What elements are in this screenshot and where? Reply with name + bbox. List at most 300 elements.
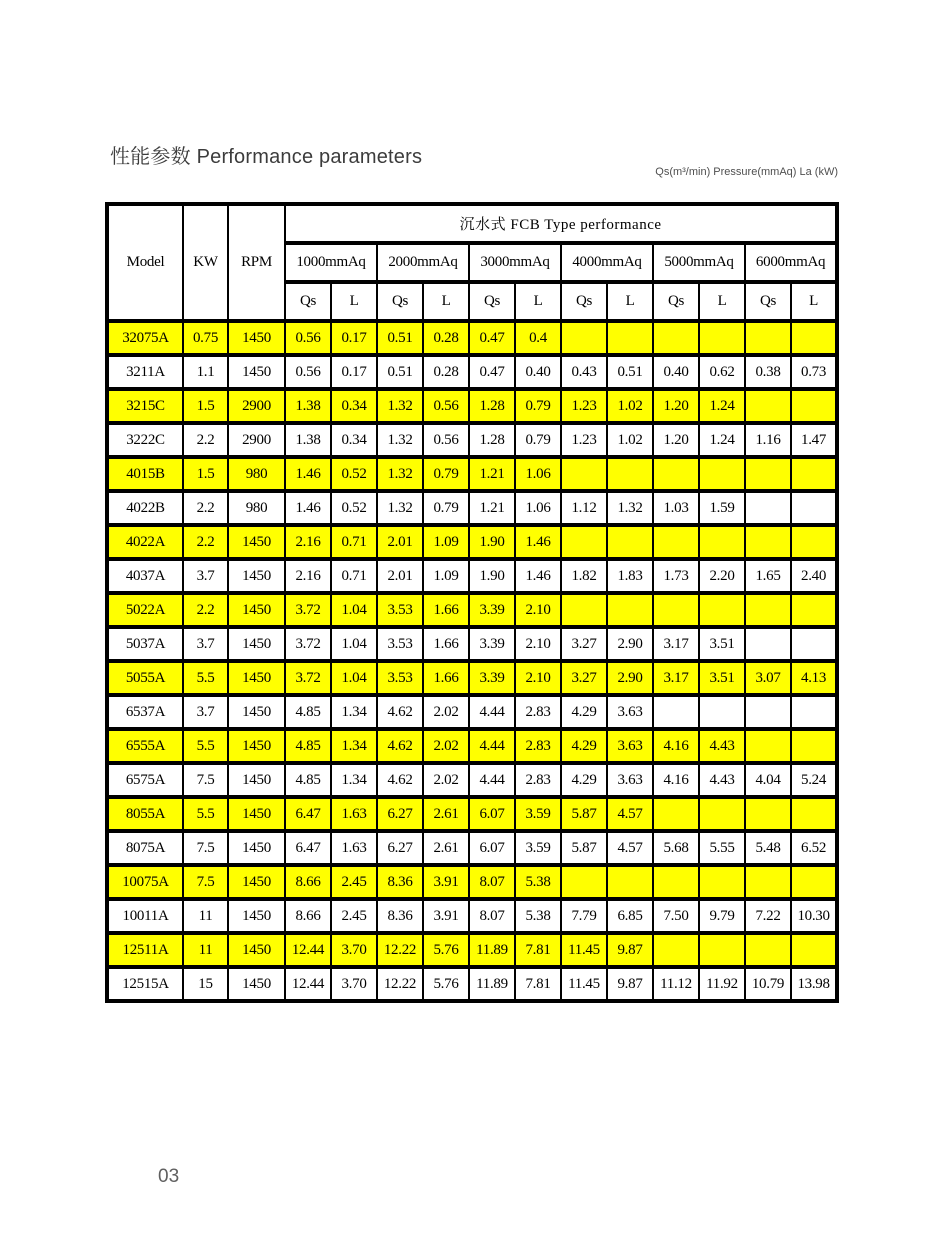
value-cell: 1.04 xyxy=(331,593,377,627)
value-cell: 3.17 xyxy=(653,627,699,661)
value-cell xyxy=(791,593,837,627)
value-cell xyxy=(653,593,699,627)
value-cell xyxy=(653,797,699,831)
value-cell: 2.01 xyxy=(377,559,423,593)
rpm-cell: 1450 xyxy=(228,321,285,355)
value-cell xyxy=(791,933,837,967)
value-cell xyxy=(561,865,607,899)
value-cell: 3.39 xyxy=(469,627,515,661)
value-cell: 5.38 xyxy=(515,865,561,899)
model-cell: 12515A xyxy=(107,967,183,1001)
value-cell: 4.57 xyxy=(607,797,653,831)
subheader-qs-4000mmaq: Qs xyxy=(561,282,607,321)
value-cell xyxy=(791,695,837,729)
model-cell: 4022A xyxy=(107,525,183,559)
value-cell xyxy=(607,865,653,899)
value-cell: 4.44 xyxy=(469,763,515,797)
value-cell: 5.68 xyxy=(653,831,699,865)
value-cell xyxy=(561,525,607,559)
value-cell: 2.02 xyxy=(423,729,469,763)
page-title-chinese: 性能参数 xyxy=(110,146,191,168)
kw-cell: 2.2 xyxy=(183,525,228,559)
value-cell xyxy=(699,933,745,967)
value-cell: 6.27 xyxy=(377,797,423,831)
value-cell: 3.63 xyxy=(607,763,653,797)
table-body xyxy=(107,321,837,1001)
value-cell: 3.70 xyxy=(331,967,377,1001)
pressure-header-5000mmAq: 5000mmAq xyxy=(653,243,745,282)
value-cell: 2.83 xyxy=(515,695,561,729)
model-cell: 3215C xyxy=(107,389,183,423)
value-cell: 2.02 xyxy=(423,695,469,729)
value-cell: 0.34 xyxy=(331,389,377,423)
value-cell: 11.92 xyxy=(699,967,745,1001)
value-cell xyxy=(745,729,791,763)
value-cell: 2.10 xyxy=(515,627,561,661)
value-cell: 1.32 xyxy=(377,423,423,457)
kw-cell: 11 xyxy=(183,933,228,967)
value-cell xyxy=(745,593,791,627)
value-cell: 2.02 xyxy=(423,763,469,797)
value-cell: 1.28 xyxy=(469,423,515,457)
value-cell xyxy=(791,525,837,559)
value-cell: 7.81 xyxy=(515,967,561,1001)
value-cell: 0.47 xyxy=(469,355,515,389)
rpm-cell: 2900 xyxy=(228,423,285,457)
value-cell: 1.82 xyxy=(561,559,607,593)
value-cell: 1.06 xyxy=(515,457,561,491)
value-cell: 0.56 xyxy=(285,321,331,355)
rpm-cell: 1450 xyxy=(228,525,285,559)
value-cell xyxy=(653,321,699,355)
value-cell: 1.02 xyxy=(607,389,653,423)
rpm-cell: 980 xyxy=(228,457,285,491)
value-cell xyxy=(699,321,745,355)
table-row-3211A xyxy=(107,355,837,389)
kw-cell: 7.5 xyxy=(183,865,228,899)
value-cell xyxy=(561,593,607,627)
value-cell: 4.16 xyxy=(653,729,699,763)
value-cell: 1.24 xyxy=(699,423,745,457)
kw-cell: 0.75 xyxy=(183,321,228,355)
value-cell: 3.72 xyxy=(285,661,331,695)
kw-cell: 2.2 xyxy=(183,423,228,457)
value-cell: 4.44 xyxy=(469,729,515,763)
kw-cell: 5.5 xyxy=(183,729,228,763)
value-cell: 1.83 xyxy=(607,559,653,593)
value-cell: 0.79 xyxy=(515,423,561,457)
value-cell: 2.16 xyxy=(285,525,331,559)
value-cell: 8.66 xyxy=(285,865,331,899)
value-cell xyxy=(653,695,699,729)
value-cell xyxy=(791,797,837,831)
value-cell xyxy=(791,627,837,661)
table-row-12515A xyxy=(107,967,837,1001)
value-cell: 1.34 xyxy=(331,695,377,729)
rpm-cell: 1450 xyxy=(228,899,285,933)
value-cell: 8.07 xyxy=(469,865,515,899)
value-cell: 3.27 xyxy=(561,627,607,661)
value-cell: 3.59 xyxy=(515,797,561,831)
value-cell: 1.16 xyxy=(745,423,791,457)
value-cell: 2.10 xyxy=(515,593,561,627)
subheader-l-4000mmaq: L xyxy=(607,282,653,321)
value-cell: 2.83 xyxy=(515,763,561,797)
subheader-l-5000mmaq: L xyxy=(699,282,745,321)
value-cell xyxy=(607,321,653,355)
value-cell: 0.71 xyxy=(331,559,377,593)
table-row-6555A xyxy=(107,729,837,763)
value-cell: 0.79 xyxy=(423,457,469,491)
value-cell: 2.90 xyxy=(607,627,653,661)
value-cell: 4.57 xyxy=(607,831,653,865)
value-cell: 1.90 xyxy=(469,559,515,593)
value-cell: 12.44 xyxy=(285,933,331,967)
value-cell: 5.38 xyxy=(515,899,561,933)
value-cell: 1.06 xyxy=(515,491,561,525)
value-cell xyxy=(607,525,653,559)
rpm-cell: 1450 xyxy=(228,355,285,389)
value-cell: 4.43 xyxy=(699,729,745,763)
value-cell: 4.85 xyxy=(285,729,331,763)
col-header-model: Model xyxy=(107,204,183,321)
kw-cell: 3.7 xyxy=(183,695,228,729)
value-cell: 0.56 xyxy=(423,423,469,457)
value-cell: 5.24 xyxy=(791,763,837,797)
model-cell: 4015B xyxy=(107,457,183,491)
subheader-l-2000mmaq: L xyxy=(423,282,469,321)
value-cell: 0.56 xyxy=(285,355,331,389)
page-title xyxy=(110,140,422,169)
value-cell: 1.66 xyxy=(423,593,469,627)
kw-cell: 3.7 xyxy=(183,559,228,593)
value-cell: 1.24 xyxy=(699,389,745,423)
value-cell: 1.46 xyxy=(515,525,561,559)
subheader-l-6000mmaq: L xyxy=(791,282,837,321)
model-cell: 10011A xyxy=(107,899,183,933)
value-cell: 1.09 xyxy=(423,559,469,593)
value-cell: 0.52 xyxy=(331,491,377,525)
value-cell: 7.50 xyxy=(653,899,699,933)
table-row-8055A xyxy=(107,797,837,831)
value-cell xyxy=(653,457,699,491)
value-cell: 4.43 xyxy=(699,763,745,797)
value-cell: 1.04 xyxy=(331,627,377,661)
value-cell: 11.45 xyxy=(561,967,607,1001)
rpm-cell: 1450 xyxy=(228,831,285,865)
value-cell: 3.72 xyxy=(285,593,331,627)
rpm-cell: 1450 xyxy=(228,763,285,797)
table-row-10011A xyxy=(107,899,837,933)
value-cell: 12.44 xyxy=(285,967,331,1001)
value-cell: 1.12 xyxy=(561,491,607,525)
model-cell: 6575A xyxy=(107,763,183,797)
value-cell: 1.66 xyxy=(423,661,469,695)
value-cell xyxy=(699,525,745,559)
value-cell xyxy=(745,491,791,525)
value-cell: 5.87 xyxy=(561,797,607,831)
model-cell: 10075A xyxy=(107,865,183,899)
value-cell xyxy=(745,627,791,661)
value-cell: 1.32 xyxy=(377,389,423,423)
value-cell: 6.27 xyxy=(377,831,423,865)
rpm-cell: 1450 xyxy=(228,695,285,729)
table-row-12511A xyxy=(107,933,837,967)
value-cell: 6.47 xyxy=(285,831,331,865)
value-cell: 3.91 xyxy=(423,899,469,933)
value-cell: 3.51 xyxy=(699,661,745,695)
kw-cell: 7.5 xyxy=(183,763,228,797)
pressure-header-4000mmAq: 4000mmAq xyxy=(561,243,653,282)
table-row-32075A xyxy=(107,321,837,355)
pressure-header-2000mmAq: 2000mmAq xyxy=(377,243,469,282)
value-cell: 9.87 xyxy=(607,933,653,967)
value-cell: 12.22 xyxy=(377,967,423,1001)
value-cell: 4.29 xyxy=(561,729,607,763)
value-cell: 3.59 xyxy=(515,831,561,865)
pressure-header-3000mmAq: 3000mmAq xyxy=(469,243,561,282)
value-cell: 1.34 xyxy=(331,763,377,797)
value-cell: 5.76 xyxy=(423,933,469,967)
value-cell: 0.28 xyxy=(423,321,469,355)
model-cell: 6555A xyxy=(107,729,183,763)
table-row-6575A xyxy=(107,763,837,797)
value-cell: 8.36 xyxy=(377,899,423,933)
rpm-cell: 1450 xyxy=(228,593,285,627)
value-cell xyxy=(699,695,745,729)
fcb-type-span-header: 沉水式 FCB Type performance xyxy=(285,204,837,243)
value-cell: 0.62 xyxy=(699,355,745,389)
value-cell: 8.36 xyxy=(377,865,423,899)
value-cell: 3.53 xyxy=(377,593,423,627)
value-cell: 4.62 xyxy=(377,763,423,797)
value-cell: 1.20 xyxy=(653,423,699,457)
kw-cell: 1.5 xyxy=(183,457,228,491)
value-cell: 1.47 xyxy=(791,423,837,457)
model-cell: 5037A xyxy=(107,627,183,661)
value-cell: 0.17 xyxy=(331,321,377,355)
value-cell: 2.45 xyxy=(331,899,377,933)
value-cell xyxy=(791,457,837,491)
value-cell: 4.85 xyxy=(285,695,331,729)
value-cell: 4.29 xyxy=(561,695,607,729)
value-cell: 1.23 xyxy=(561,423,607,457)
value-cell: 2.83 xyxy=(515,729,561,763)
page-title-english: Performance parameters xyxy=(196,146,423,168)
value-cell: 1.38 xyxy=(285,389,331,423)
value-cell: 5.48 xyxy=(745,831,791,865)
value-cell: 2.10 xyxy=(515,661,561,695)
value-cell: 0.51 xyxy=(377,321,423,355)
rpm-cell: 1450 xyxy=(228,729,285,763)
value-cell: 6.07 xyxy=(469,831,515,865)
value-cell: 0.34 xyxy=(331,423,377,457)
value-cell: 4.29 xyxy=(561,763,607,797)
model-cell: 4022B xyxy=(107,491,183,525)
value-cell: 0.51 xyxy=(607,355,653,389)
value-cell: 1.59 xyxy=(699,491,745,525)
subheader-qs-1000mmaq: Qs xyxy=(285,282,331,321)
value-cell: 1.03 xyxy=(653,491,699,525)
value-cell xyxy=(745,389,791,423)
kw-cell: 7.5 xyxy=(183,831,228,865)
rpm-cell: 1450 xyxy=(228,797,285,831)
value-cell xyxy=(699,593,745,627)
value-cell: 4.62 xyxy=(377,729,423,763)
value-cell: 2.45 xyxy=(331,865,377,899)
value-cell: 1.65 xyxy=(745,559,791,593)
kw-cell: 2.2 xyxy=(183,593,228,627)
table-header xyxy=(107,204,837,321)
value-cell: 0.79 xyxy=(423,491,469,525)
kw-cell: 1.5 xyxy=(183,389,228,423)
value-cell xyxy=(745,525,791,559)
value-cell: 1.38 xyxy=(285,423,331,457)
value-cell: 1.32 xyxy=(377,491,423,525)
value-cell: 6.52 xyxy=(791,831,837,865)
subheader-qs-2000mmaq: Qs xyxy=(377,282,423,321)
value-cell: 0.40 xyxy=(515,355,561,389)
model-cell: 4037A xyxy=(107,559,183,593)
table-row-5037A xyxy=(107,627,837,661)
value-cell: 3.07 xyxy=(745,661,791,695)
value-cell: 3.91 xyxy=(423,865,469,899)
model-cell: 5055A xyxy=(107,661,183,695)
value-cell: 10.79 xyxy=(745,967,791,1001)
value-cell xyxy=(745,321,791,355)
value-cell: 12.22 xyxy=(377,933,423,967)
value-cell: 4.62 xyxy=(377,695,423,729)
kw-cell: 5.5 xyxy=(183,797,228,831)
value-cell: 1.63 xyxy=(331,797,377,831)
value-cell: 1.09 xyxy=(423,525,469,559)
value-cell: 8.66 xyxy=(285,899,331,933)
value-cell: 1.46 xyxy=(515,559,561,593)
value-cell: 11.89 xyxy=(469,933,515,967)
value-cell: 0.51 xyxy=(377,355,423,389)
value-cell: 6.47 xyxy=(285,797,331,831)
value-cell: 0.40 xyxy=(653,355,699,389)
value-cell xyxy=(699,865,745,899)
value-cell: 6.07 xyxy=(469,797,515,831)
table-row-8075A xyxy=(107,831,837,865)
value-cell: 4.85 xyxy=(285,763,331,797)
value-cell: 1.21 xyxy=(469,457,515,491)
table-row-4015B xyxy=(107,457,837,491)
rpm-cell: 1450 xyxy=(228,559,285,593)
value-cell xyxy=(561,457,607,491)
value-cell xyxy=(699,797,745,831)
value-cell xyxy=(745,695,791,729)
col-header-kw: KW xyxy=(183,204,228,321)
subheader-qs-5000mmaq: Qs xyxy=(653,282,699,321)
value-cell xyxy=(653,525,699,559)
value-cell: 8.07 xyxy=(469,899,515,933)
subheader-qs-6000mmaq: Qs xyxy=(745,282,791,321)
value-cell: 3.63 xyxy=(607,729,653,763)
kw-cell: 5.5 xyxy=(183,661,228,695)
table-row-4037A xyxy=(107,559,837,593)
value-cell: 7.81 xyxy=(515,933,561,967)
value-cell xyxy=(745,797,791,831)
header-row-1 xyxy=(107,204,837,243)
model-cell: 32075A xyxy=(107,321,183,355)
value-cell: 2.90 xyxy=(607,661,653,695)
value-cell xyxy=(607,457,653,491)
model-cell: 3222C xyxy=(107,423,183,457)
value-cell: 7.79 xyxy=(561,899,607,933)
value-cell: 0.79 xyxy=(515,389,561,423)
value-cell: 2.61 xyxy=(423,831,469,865)
subheader-l-1000mmaq: L xyxy=(331,282,377,321)
value-cell: 1.63 xyxy=(331,831,377,865)
value-cell: 0.71 xyxy=(331,525,377,559)
model-cell: 5022A xyxy=(107,593,183,627)
rpm-cell: 1450 xyxy=(228,661,285,695)
value-cell: 11.45 xyxy=(561,933,607,967)
kw-cell: 11 xyxy=(183,899,228,933)
model-cell: 8055A xyxy=(107,797,183,831)
pressure-header-6000mmAq: 6000mmAq xyxy=(745,243,837,282)
value-cell: 1.32 xyxy=(377,457,423,491)
table-row-5022A xyxy=(107,593,837,627)
value-cell xyxy=(791,389,837,423)
model-cell: 3211A xyxy=(107,355,183,389)
subheader-qs-3000mmaq: Qs xyxy=(469,282,515,321)
value-cell: 3.53 xyxy=(377,627,423,661)
value-cell: 0.17 xyxy=(331,355,377,389)
model-cell: 6537A xyxy=(107,695,183,729)
value-cell: 11.89 xyxy=(469,967,515,1001)
value-cell xyxy=(699,457,745,491)
performance-table xyxy=(105,202,839,1003)
value-cell: 4.16 xyxy=(653,763,699,797)
rpm-cell: 1450 xyxy=(228,865,285,899)
rpm-cell: 1450 xyxy=(228,933,285,967)
value-cell: 4.13 xyxy=(791,661,837,695)
table-row-4022A xyxy=(107,525,837,559)
value-cell: 1.23 xyxy=(561,389,607,423)
value-cell: 0.28 xyxy=(423,355,469,389)
value-cell: 1.32 xyxy=(607,491,653,525)
rpm-cell: 980 xyxy=(228,491,285,525)
page-number: 03 xyxy=(158,1166,180,1187)
kw-cell: 3.7 xyxy=(183,627,228,661)
kw-cell: 15 xyxy=(183,967,228,1001)
pressure-header-1000mmAq: 1000mmAq xyxy=(285,243,377,282)
value-cell: 1.28 xyxy=(469,389,515,423)
value-cell: 9.79 xyxy=(699,899,745,933)
value-cell: 0.47 xyxy=(469,321,515,355)
value-cell: 3.72 xyxy=(285,627,331,661)
value-cell: 1.04 xyxy=(331,661,377,695)
model-cell: 8075A xyxy=(107,831,183,865)
subheader-l-3000mmaq: L xyxy=(515,282,561,321)
value-cell: 3.70 xyxy=(331,933,377,967)
value-cell: 5.87 xyxy=(561,831,607,865)
value-cell: 1.34 xyxy=(331,729,377,763)
value-cell: 1.02 xyxy=(607,423,653,457)
value-cell xyxy=(745,865,791,899)
table-row-10075A xyxy=(107,865,837,899)
value-cell xyxy=(791,321,837,355)
value-cell: 6.85 xyxy=(607,899,653,933)
value-cell: 5.55 xyxy=(699,831,745,865)
value-cell: 3.27 xyxy=(561,661,607,695)
value-cell xyxy=(791,865,837,899)
value-cell: 9.87 xyxy=(607,967,653,1001)
col-header-rpm: RPM xyxy=(228,204,285,321)
